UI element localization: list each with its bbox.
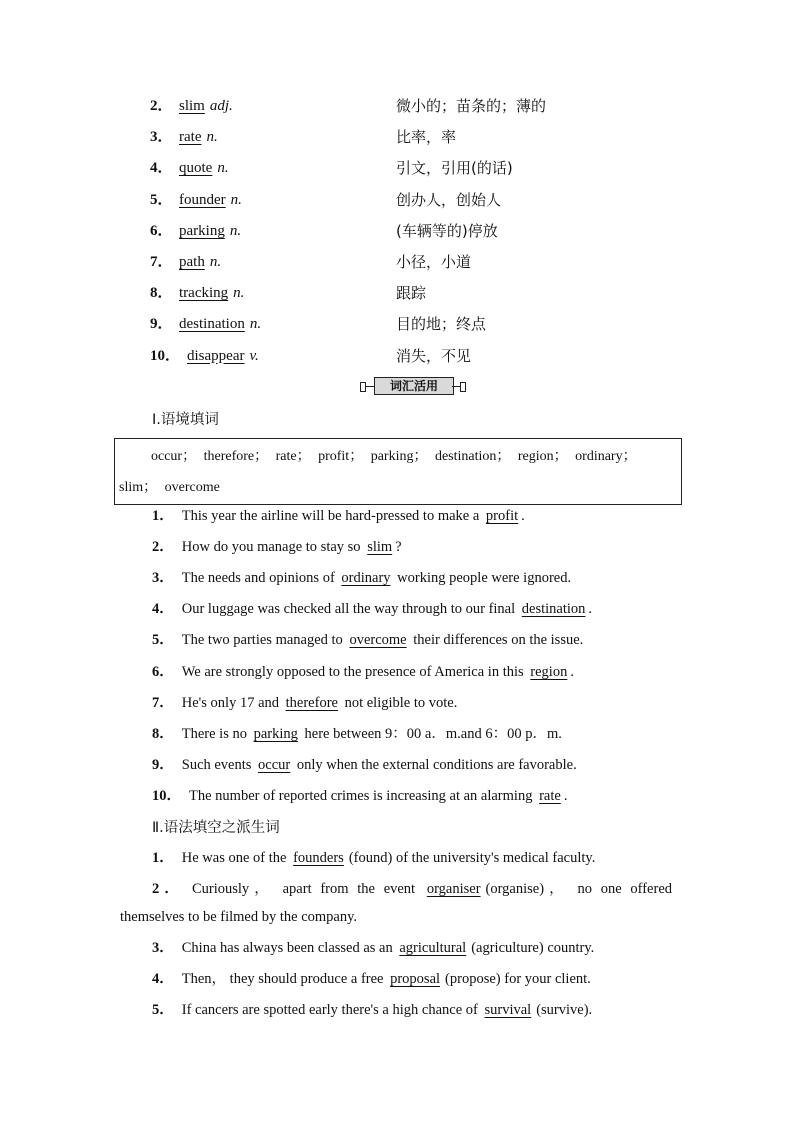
answer: agricultural: [399, 940, 467, 956]
vocab-row: 2． slim adj. 微小的；苗条的；薄的: [150, 94, 670, 125]
sentence-item: 5． If cancers are spotted early there's a high chance of survival (survive).: [152, 1002, 593, 1018]
sentence-item: 9． Such events occur only when the external conditions are favorable.: [152, 757, 577, 773]
hint: (agriculture): [471, 940, 544, 956]
vocab-pos: n.: [217, 160, 229, 177]
vocab-meaning: 比率，率: [396, 128, 457, 147]
vocab-meaning: (车辆等的)停放: [396, 221, 498, 240]
answer: overcome: [349, 632, 407, 648]
vocab-meaning: 创办人，创始人: [396, 190, 502, 209]
vocab-row: 6． parking n. (车辆等的)停放: [150, 219, 670, 250]
vocab-pos: n.: [229, 222, 242, 239]
hint: (survive): [536, 1002, 589, 1018]
vocab-word: path: [179, 254, 205, 270]
vocab-word: quote: [179, 160, 213, 177]
sentence-item: 7． He's only 17 and therefore not eligible to vote.: [152, 695, 458, 711]
vocab-meaning: 跟踪: [396, 284, 427, 303]
word-bank-line-1: occur； therefore； rate； profit； parking； destination； region； ordinary；: [151, 449, 637, 464]
answer: slim: [367, 539, 393, 555]
word-bank-line-2: slim； overcome: [119, 480, 220, 495]
vocab-row: 4． quote n. 引文，引用(的话): [150, 156, 670, 187]
vocab-pos: n.: [209, 254, 222, 270]
vocab-word: founder: [179, 191, 226, 208]
vocab-pos: n.: [230, 191, 242, 208]
sentence-item: 4． Our luggage was checked all the way through to our final destination .: [152, 601, 593, 617]
hint: (organise): [485, 881, 545, 897]
vocab-meaning: 目的地；终点: [396, 315, 487, 334]
vocab-row: 3． rate n. 比率，率: [150, 125, 670, 156]
sentence-item: 5． The two parties managed to overcome their differences on the issue.: [152, 632, 584, 648]
sentence-continuation: themselves to be filmed by the company.: [120, 909, 358, 925]
sentence-item: 3． The needs and opinions of ordinary working people were ignored.: [152, 570, 572, 586]
section-banner: [360, 377, 466, 395]
sentence-item: 1． This year the airline will be hard-pressed to make a profit .: [152, 508, 525, 524]
vocab-meaning: 引文，引用(的话): [396, 159, 513, 178]
vocab-meaning: 消失，不见: [396, 346, 472, 365]
answer: profit: [485, 508, 519, 524]
answer: destination: [521, 601, 586, 617]
vocab-pos: v.: [249, 347, 259, 364]
answer: occur: [258, 757, 291, 773]
answer: region: [530, 664, 568, 680]
sentence-item: 10． The number of reported crimes is increasing at an alarming rate .: [152, 788, 568, 804]
hint: (found): [348, 850, 393, 866]
vocab-row: 8． tracking n. 跟踪: [150, 281, 670, 312]
answer: therefore: [285, 695, 338, 711]
vocab-pos: n.: [233, 285, 245, 302]
vocab-meaning: 微小的；苗条的；薄的: [396, 97, 547, 115]
answer: ordinary: [341, 570, 391, 586]
answer: proposal: [390, 971, 441, 987]
sentence-item: 2． Curiously， apart from the event organiser (organise)， no one offered: [152, 881, 673, 897]
answer: survival: [484, 1002, 532, 1018]
word-bank-box: [114, 438, 682, 505]
banner-cap-right: [460, 382, 466, 392]
vocab-word: slim: [179, 98, 205, 114]
vocab-pos: adj.: [209, 98, 233, 114]
answer: parking: [253, 726, 298, 742]
section1-heading: Ⅰ.语境填词: [152, 412, 219, 428]
vocab-pos: n.: [206, 129, 218, 146]
vocab-pos: n.: [249, 316, 262, 333]
banner-title: 词汇活用: [374, 377, 454, 395]
banner-cap-left: [360, 382, 366, 392]
sentence-item: 1． He was one of the founders (found) of the university's medical faculty.: [152, 850, 596, 866]
sentence-item: 4． Then， they should produce a free proposal (propose) for your client.: [152, 971, 591, 987]
vocab-word: disappear: [187, 347, 245, 364]
sentence-item: 6． We are strongly opposed to the presence of America in this region .: [152, 664, 574, 680]
vocab-word: destination: [179, 316, 245, 333]
vocab-word: rate: [179, 129, 202, 146]
vocab-word: tracking: [179, 285, 229, 302]
hint: (propose): [445, 971, 501, 987]
answer: rate: [539, 788, 561, 804]
section2-heading: Ⅱ.语法填空之派生词: [152, 820, 280, 836]
vocab-word: parking: [179, 222, 225, 239]
vocab-row: 5． founder n. 创办人，创始人: [150, 188, 670, 219]
vocab-row: 10． disappear v. 消失，不见: [150, 344, 670, 375]
sentence-item: 3． China has always been classed as an agricultural (agriculture) country.: [152, 940, 595, 956]
sentence-item: 8． There is no parking here between 9：00 a．m.and 6：00 p．m.: [152, 726, 562, 742]
vocab-row: 9． destination n. 目的地；终点: [150, 312, 670, 343]
answer: founders: [293, 850, 344, 866]
sentence-item: 2． How do you manage to stay so slim ?: [152, 539, 402, 555]
vocab-meaning: 小径，小道: [396, 253, 472, 271]
answer: organiser: [426, 881, 481, 897]
vocab-row: 7． path n. 小径，小道: [150, 250, 670, 281]
